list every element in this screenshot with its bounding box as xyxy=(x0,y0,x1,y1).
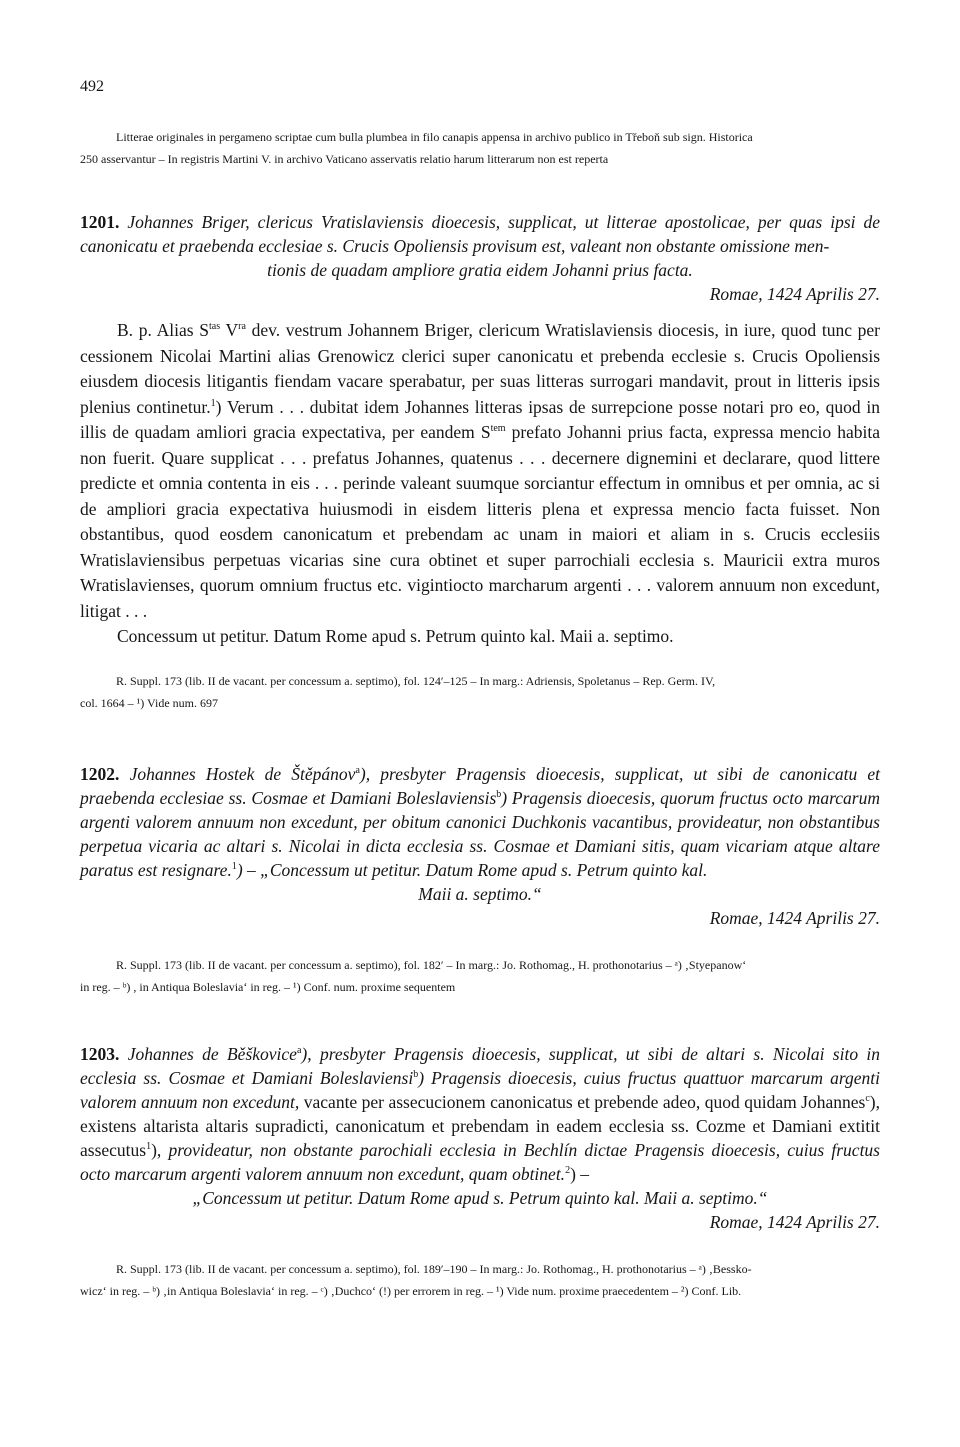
entry-heading-center: Maii a. septimo.“ xyxy=(418,884,542,904)
entry-concessum: Concessum ut petitur. Datum Rome apud s. Petrum quinto kal. Maii a. septimo. xyxy=(117,626,674,646)
entry-note-line1: R. Suppl. 173 (lib. II de vacant. per concessum a. septimo), fol. 189′–190 – In marg.: Jo. Rothomag., H. prothonotarius – ᵃ) ‚Bessko- xyxy=(116,1262,752,1276)
entry-heading: 1203. Johannes de Běškovice$^a$), presbyter Pragensis dioecesis, supplicat, ut sibi de altari s. Nicolai sito in ecclesia ss. Cosmae et Damiani Boleslaviensi$^b$) Pragensis dioecesis, cuius fructus quattuor marcarum argenti valorem annuum non excedunt, vacante per assecucionem canonicatus et prebende adeo, quod quidam Johannes$^c$), existens altarista altaris supradicti, canonicatum et prebendam in eadem ecclesia ss. Cozme et Damiani extitit assecutus$^1$), provideatur, non obstante parochiali ecclesia in Bechlín dictae Pragensis dioecesis, cuius fructus octo marcarum argenti valorem annuum non excedunt, quam obtinet.$^2$) – xyxy=(80,1044,881,1184)
entry-note-line1: R. Suppl. 173 (lib. II de vacant. per concessum a. septimo), fol. 182′ – In marg.: Jo. Rothomag., H. prothonotarius – ᵃ) ‚Styepanow‘ xyxy=(116,958,747,972)
intro-note xyxy=(80,126,880,170)
entry-note-line2: in reg. – ᵇ) , in Antiqua Boleslavia‘ in reg. – ¹) Conf. num. proxime sequentem xyxy=(80,980,456,994)
entry-date: Romae, 1424 Aprilis 27. xyxy=(709,908,880,928)
entry-heading xyxy=(80,210,880,258)
entry-body: B. p. Alias $S^{tas}$ $V^{ra}$ dev. vestrum Johannem Briger, clericum Wratislaviensis diocesis, in iure, quod tunc per cessionem Nicolai Martini alias Grenowicz clerici super canonicatu et prebenda ecclesie s. Crucis Opoliensis eiusdem diocesis litigantis fiendam vacare sperabatur, per suas litteras surrogari mandavit, prout in litteris ipsis plenius continetur.$^1$) Verum . . . dubitat idem Johannes litteras ipsas de surrepcione posse notari pro eo, quod in illis de quadam amliori gracia expectativa, per eandem $S^{tem}$ prefato Johanni prius facta, expressa mencio habita non fuerit. Quare supplicat . . . prefatus Johannes, quatenus . . . decernere dignemini et declarare, quod littere predicte et omnia contenta in eis . . . perinde valeant suumque sorciantur effectum in omnibus et per omnia, ac si de ampliori gracia expectativa huiusmodi in eisdem litteris plena et expressa mencio facta fuisset. Non obstantibus, quod eosdem canonicatum et prebendam ac unam in maiori et aliam in s. Crucis ecclesiis Wratislaviensibus perpetuas vicarias sine cura obtinet et super parrochiali ecclesia s. Mauricii extra muros Wratislavienses, quorum omnium fructus etc. vigintiocto marcharum argenti . . . valorem annuum non excedunt, litigat . . . xyxy=(80,320,881,621)
entry-number: 1202. xyxy=(80,764,120,784)
entry-heading-center: tionis de quadam ampliore gratia eidem Johanni prius facta. xyxy=(267,260,693,280)
entry-heading-text: Johannes Briger, clericus Vratislaviensis dioecesis, supplicat, ut litterae apostolicae, per quas ipsi de canonicatu et praebenda ecclesiae s. Crucis Opoliensis provisum est, valeant non obstante omissione men- xyxy=(80,212,881,256)
entry-date: Romae, 1424 Aprilis 27. xyxy=(709,1212,880,1232)
intro-note-line2: 250 asservantur – In registris Martini V. in archivo Vaticano asservatis relatio harum litterarum non est reperta xyxy=(80,152,609,166)
entry-heading: 1202. Johannes Hostek de Štěpánov$^a$), presbyter Pragensis dioecesis, supplicat, ut sibi de canonicatu et praebenda ecclesiae ss. Cosmae et Damiani Boleslaviensis$^b$) Pragensis dioecesis, quorum fructus octo marcarum argenti valorem annuum non excedunt, per obitum canonici Duchkonis vacantibus, provideatur, non obstantibus perpetua vicaria ac altari s. Nicolai in dicta ecclesia ss. Cosmae et Damiani sitis, quam vicariam atque altare paratus est resignare.$^1$) – „Concessum ut petitur. Datum Rome apud s. Petrum quinto kal. xyxy=(80,764,881,880)
entry-number: 1201. xyxy=(80,212,120,232)
intro-note-line1: Litterae originales in pergameno scriptae cum bulla plumbea in filo canapis appensa in archivo publico in Třeboň sub sign. Historica xyxy=(116,130,753,144)
entry-number: 1203. xyxy=(80,1044,120,1064)
entry-1203 xyxy=(80,1042,880,1302)
entry-date: Romae, 1424 Aprilis 27. xyxy=(709,284,880,304)
entry-note-line1: R. Suppl. 173 (lib. II de vacant. per concessum a. septimo), fol. 124′–125 – In marg.: Adriensis, Spoletanus – Rep. Germ. IV, xyxy=(116,673,716,688)
entry-heading-center: „Concessum ut petitur. Datum Rome apud s. Petrum quinto kal. Maii a. septimo.“ xyxy=(192,1188,768,1208)
entry-note-line2: wicz‘ in reg. – ᵇ) ‚in Antiqua Boleslavia‘ in reg. – ᶜ) ‚Duchco‘ (!) per errorem in reg. – ¹) Vide num. proxime praecedentem – ²) Conf. Lib. xyxy=(80,1284,742,1298)
page-number: 492 xyxy=(80,78,104,95)
entry-1201 xyxy=(80,210,880,714)
entry-note-line2: col. 1664 – ¹) Vide num. 697 xyxy=(80,695,218,710)
entry-1202 xyxy=(80,762,880,998)
